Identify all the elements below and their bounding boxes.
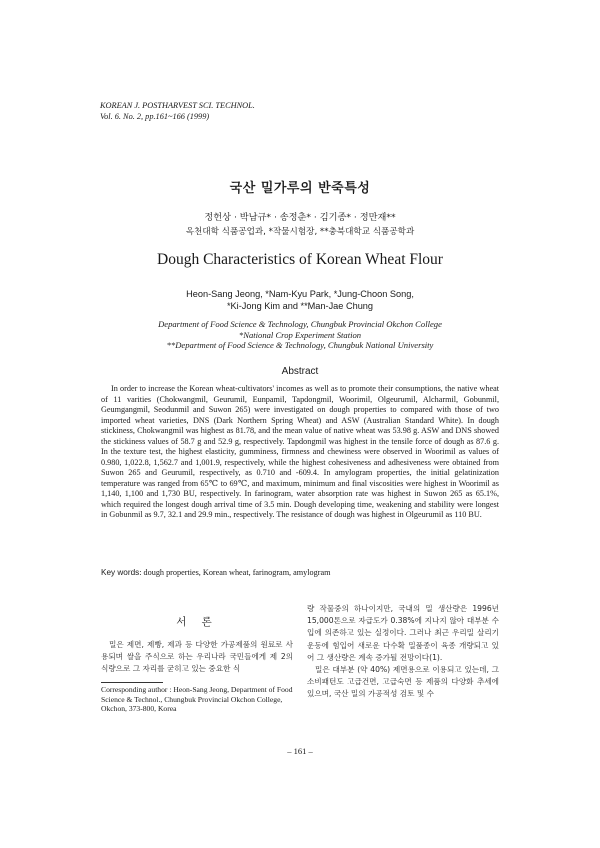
- introduction-left-column: 밀은 제면, 제빵, 제과 등 다양한 가공제품의 원료로 사용되며 쌀을 주식으로 하는 우리나라 국민들에게 제 2의 식량으로 그 자리를 굳히고 있는 중요한 식: [101, 640, 293, 674]
- affiliation-line-2: *National Crop Experiment Station: [238, 329, 362, 340]
- journal-name: KOREAN J. POSTHARVEST SCI. TECHNOL.: [100, 101, 255, 110]
- abstract-body: In order to increase the Korean wheat-cultivators' incomes as well as to promote their consumptions, the native wheat of 11 varities (Chokwangmil, Geurumil, Eunpamil, Tapdongmil, Woorimil, Olgeurumil, Alcharmil, Gobunmil, Geumgangmil, Seodunmil and Suwon 265) were investigated on dough properties to compared with those of two imported wheat varieties, DNS (Dark Northern Spring Wheat) and ASW (Australian Standard White). In dough stickiness, Chokwangmil was highest as 81.78, and the mean value of native wheat was 53.98 g. ASW and DNS showed the stickiness values of 58.7 g and 52.9 g, respectively. Tapdongmil was highest in the tensile force of dough as 87.6 g. In the texture test, the highest elasticity, gumminess, firmness and chewiness were observed in Woorimil as values of 0.980, 1,022.8, 1,562.7 and 1,001.9, respectively, while the highest cohesiveness and adhesiveness were obtained from Suwon 265 and Geurumil, respectively, as 0.710 and -609.4. In amylogram properties, the initial gelatinization temperature was ranged from 65℃ to 69℃, and maximum, minimum and final viscosities were highest in Woorimil as 1,140, 1,100 and 1,730 BU, respectively. In farinogram, water absorption rate was highest in Suwon 265 as 65.1%, which required the longest dough arrival time of 3.5 min. Dough developing time, weakening and stability were longest in Gobunmil as 9.7, 32.1 and 29.9 min., respectively. The resistance of dough was highest in Olgeurumil as 110 BU.: [101, 384, 499, 519]
- introduction-heading: 서 론: [176, 616, 218, 628]
- abstract-heading: Abstract: [281, 366, 319, 377]
- journal-header: [100, 101, 255, 122]
- korean-affiliations: 옥천대학 식품공업과, *작물시험장, **충북대학교 식품공학과: [185, 227, 415, 237]
- keywords-label: Key words: [101, 568, 140, 577]
- korean-title: 국산 밀가루의 반죽특성: [229, 181, 371, 196]
- keywords: [101, 568, 499, 577]
- korean-authors: 정헌상 · 박남규* · 송정춘* · 김기종* · 정만재**: [204, 212, 396, 223]
- footnote-divider: [101, 682, 163, 683]
- affiliation-line-1: Department of Food Science & Technology, Chungbuk Provincial Okchon College: [158, 319, 442, 329]
- introduction-paragraph-2: 밀은 대부분 (약 40%) 제면용으로 이용되고 있는데, 그 소비패턴도 고급건면, 고급숙면 등 제품의 다양화 추세에 있으며, 국산 밀의 가공적성 검토 및 수: [307, 665, 499, 699]
- corresponding-author-footnote: Corresponding author : Heon-Sang Jeong, Department of Food Science & Technol., Chungbuk Provincial Okchon College, Okchon, 373-800, Korea: [101, 685, 293, 714]
- english-authors: [0, 289, 600, 312]
- introduction-right-column: [307, 603, 499, 701]
- english-authors-line-1: Heon-Sang Jeong, *Nam-Kyu Park, *Jung-Choon Song,: [186, 289, 414, 299]
- english-title: Dough Characteristics of Korean Wheat Flour: [157, 251, 443, 268]
- journal-volume: Vol. 6. No. 2, pp.161~166 (1999): [100, 111, 210, 121]
- english-authors-line-2: *Ki-Jong Kim and **Man-Jae Chung: [226, 300, 374, 311]
- english-affiliations: [0, 319, 600, 351]
- keywords-text: : dough properties, Korean wheat, farinogram, amylogram: [139, 568, 331, 577]
- page-number: – 161 –: [287, 746, 313, 756]
- affiliation-line-3: **Department of Food Science & Technology, Chungbuk National University: [166, 340, 434, 351]
- introduction-paragraph-1: 량 작물중의 하나이지만, 국내의 밀 생산량은 1996년 15,000톤으로 자급도가 0.38%에 지나지 않아 대부분 수입에 의존하고 있는 실정이다. 그러나 최근 우리밀 살리기 운동에 힘입어 새로운 다수확 밀품종이 육종 개량되고 있어 그 생산량은 계속 증가될 전망이다(1).: [307, 604, 499, 662]
